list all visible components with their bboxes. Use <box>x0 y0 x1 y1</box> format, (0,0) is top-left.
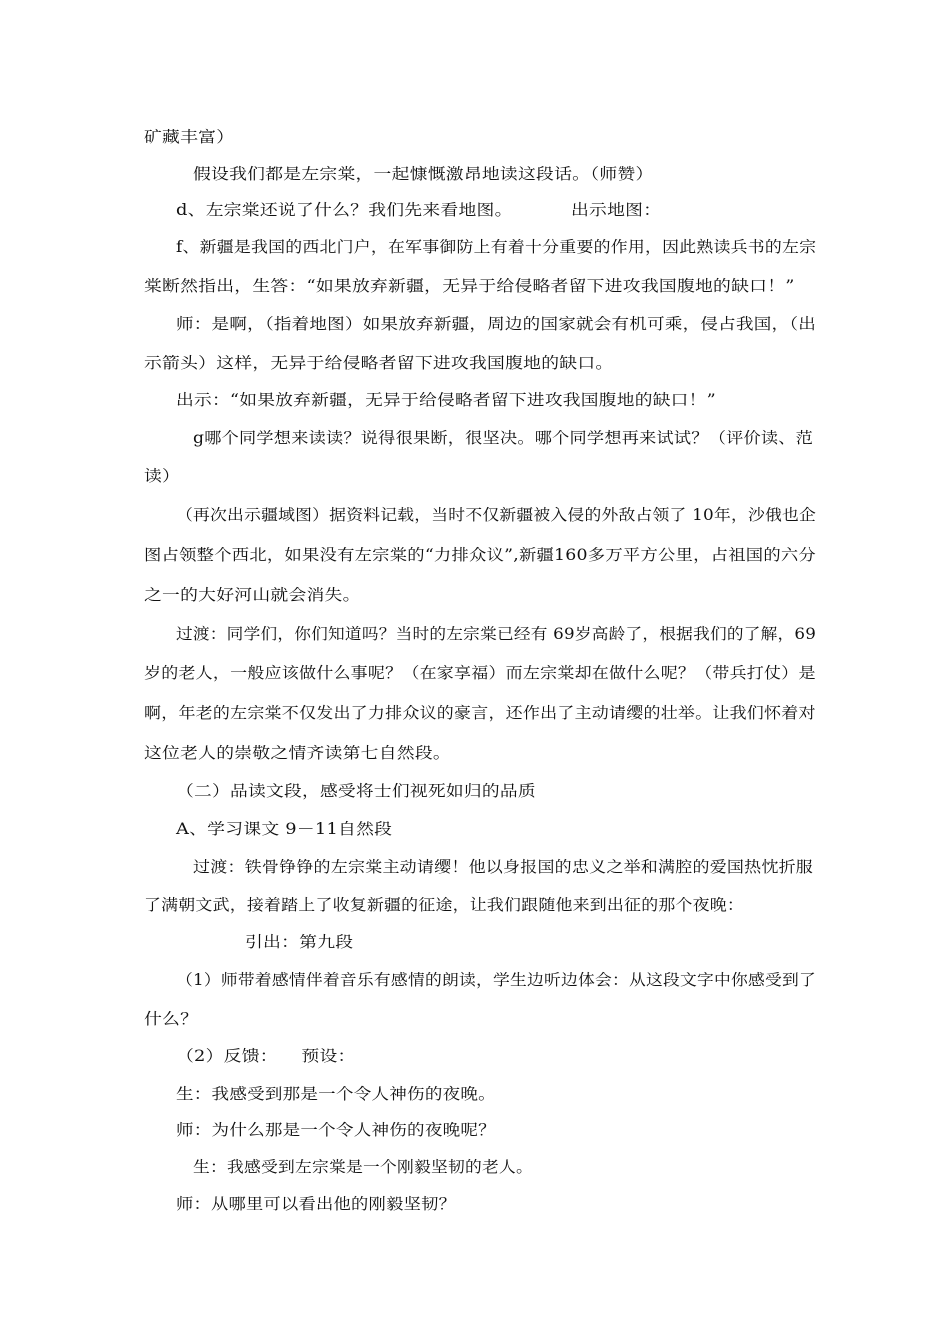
text-line: 过渡：同学们，你们知道吗？当时的左宗棠已经有 69岁高龄了，根据我们的了解，69 <box>176 625 817 643</box>
section-heading: A、学习课文 9－11自然段 <box>176 820 393 838</box>
text-line: d、左宗棠还说了什么？我们先来看地图。 <box>176 201 513 219</box>
text-line: 读） <box>144 467 181 485</box>
text-line: 出示地图： <box>571 201 662 219</box>
text-line: 这位老人的崇敬之情齐读第七自然段。 <box>144 744 451 762</box>
text-line: 了满朝文武，接着踏上了收复新疆的征途，让我们跟随他来到出征的那个夜晚： <box>144 896 745 914</box>
text-line: 师：为什么那是一个令人神伤的夜晚呢？ <box>176 1121 496 1139</box>
text-line: 之一的大好河山就会消失。 <box>144 586 361 604</box>
text-line: 师：从哪里可以看出他的刚毅坚韧？ <box>176 1195 457 1213</box>
text-line: 生：我感受到左宗棠是一个刚毅坚韧的老人。 <box>193 1158 534 1176</box>
text-line: （2）反馈： 预设： <box>176 1047 356 1065</box>
text-line: g哪个同学想来读读？说得很果断，很坚决。哪个同学想再来试试？（评价读、范 <box>193 429 814 447</box>
text-line: 岁的老人，一般应该做什么事呢？（在家享福）而左宗棠却在做什么呢？（带兵打仗）是 <box>144 664 816 682</box>
text-line: f、新疆是我国的西北门户，在军事御防上有着十分重要的作用，因此熟读兵书的左宗 <box>176 238 817 256</box>
text-line: 生：我感受到那是一个令人神伤的夜晚。 <box>176 1085 496 1103</box>
text-line: （再次出示疆域图）据资料记载，当时不仅新疆被入侵的外敌占领了 10年，沙俄也企 <box>176 506 817 524</box>
text-line: （1）师带着感情伴着音乐有感情的朗读，学生边听边体会：从这段文字中你感受到了 <box>176 971 817 989</box>
text-line: 师：是啊，（指着地图）如果放弃新疆，周边的国家就会有机可乘，侵占我国，（出 <box>176 315 817 333</box>
text-line: 矿藏丰富） <box>144 128 235 146</box>
text-line: 啊，年老的左宗棠不仅发出了力排众议的豪言，还作出了主动请缨的壮举。让我们怀着对 <box>144 704 816 722</box>
text-line: 示箭头）这样，无异于给侵略者留下进攻我国腹地的缺口。 <box>144 354 614 372</box>
text-line: 什么？ <box>144 1010 199 1028</box>
text-line: 图占领整个西北，如果没有左宗棠的“力排众议”,新疆160多万平方公里，占祖国的六分 <box>144 546 816 564</box>
text-line: 引出：第九段 <box>245 933 354 951</box>
text-line: 过渡：铁骨铮铮的左宗棠主动请缨！他以身报国的忠义之举和满腔的爱国热忱折服 <box>193 858 814 876</box>
text-line: 出示：“如果放弃新疆，无异于给侵略者留下进攻我国腹地的缺口！” <box>176 391 716 409</box>
text-line: 棠断然指出，生答：“如果放弃新疆，无异于给侵略者留下进攻我国腹地的缺口！” <box>144 277 795 295</box>
section-heading: （二）品读文段，感受将士们视死如归的品质 <box>176 782 536 800</box>
text-line: 假设我们都是左宗棠，一起慷慨激昂地读这段话。（师赞） <box>193 165 654 183</box>
